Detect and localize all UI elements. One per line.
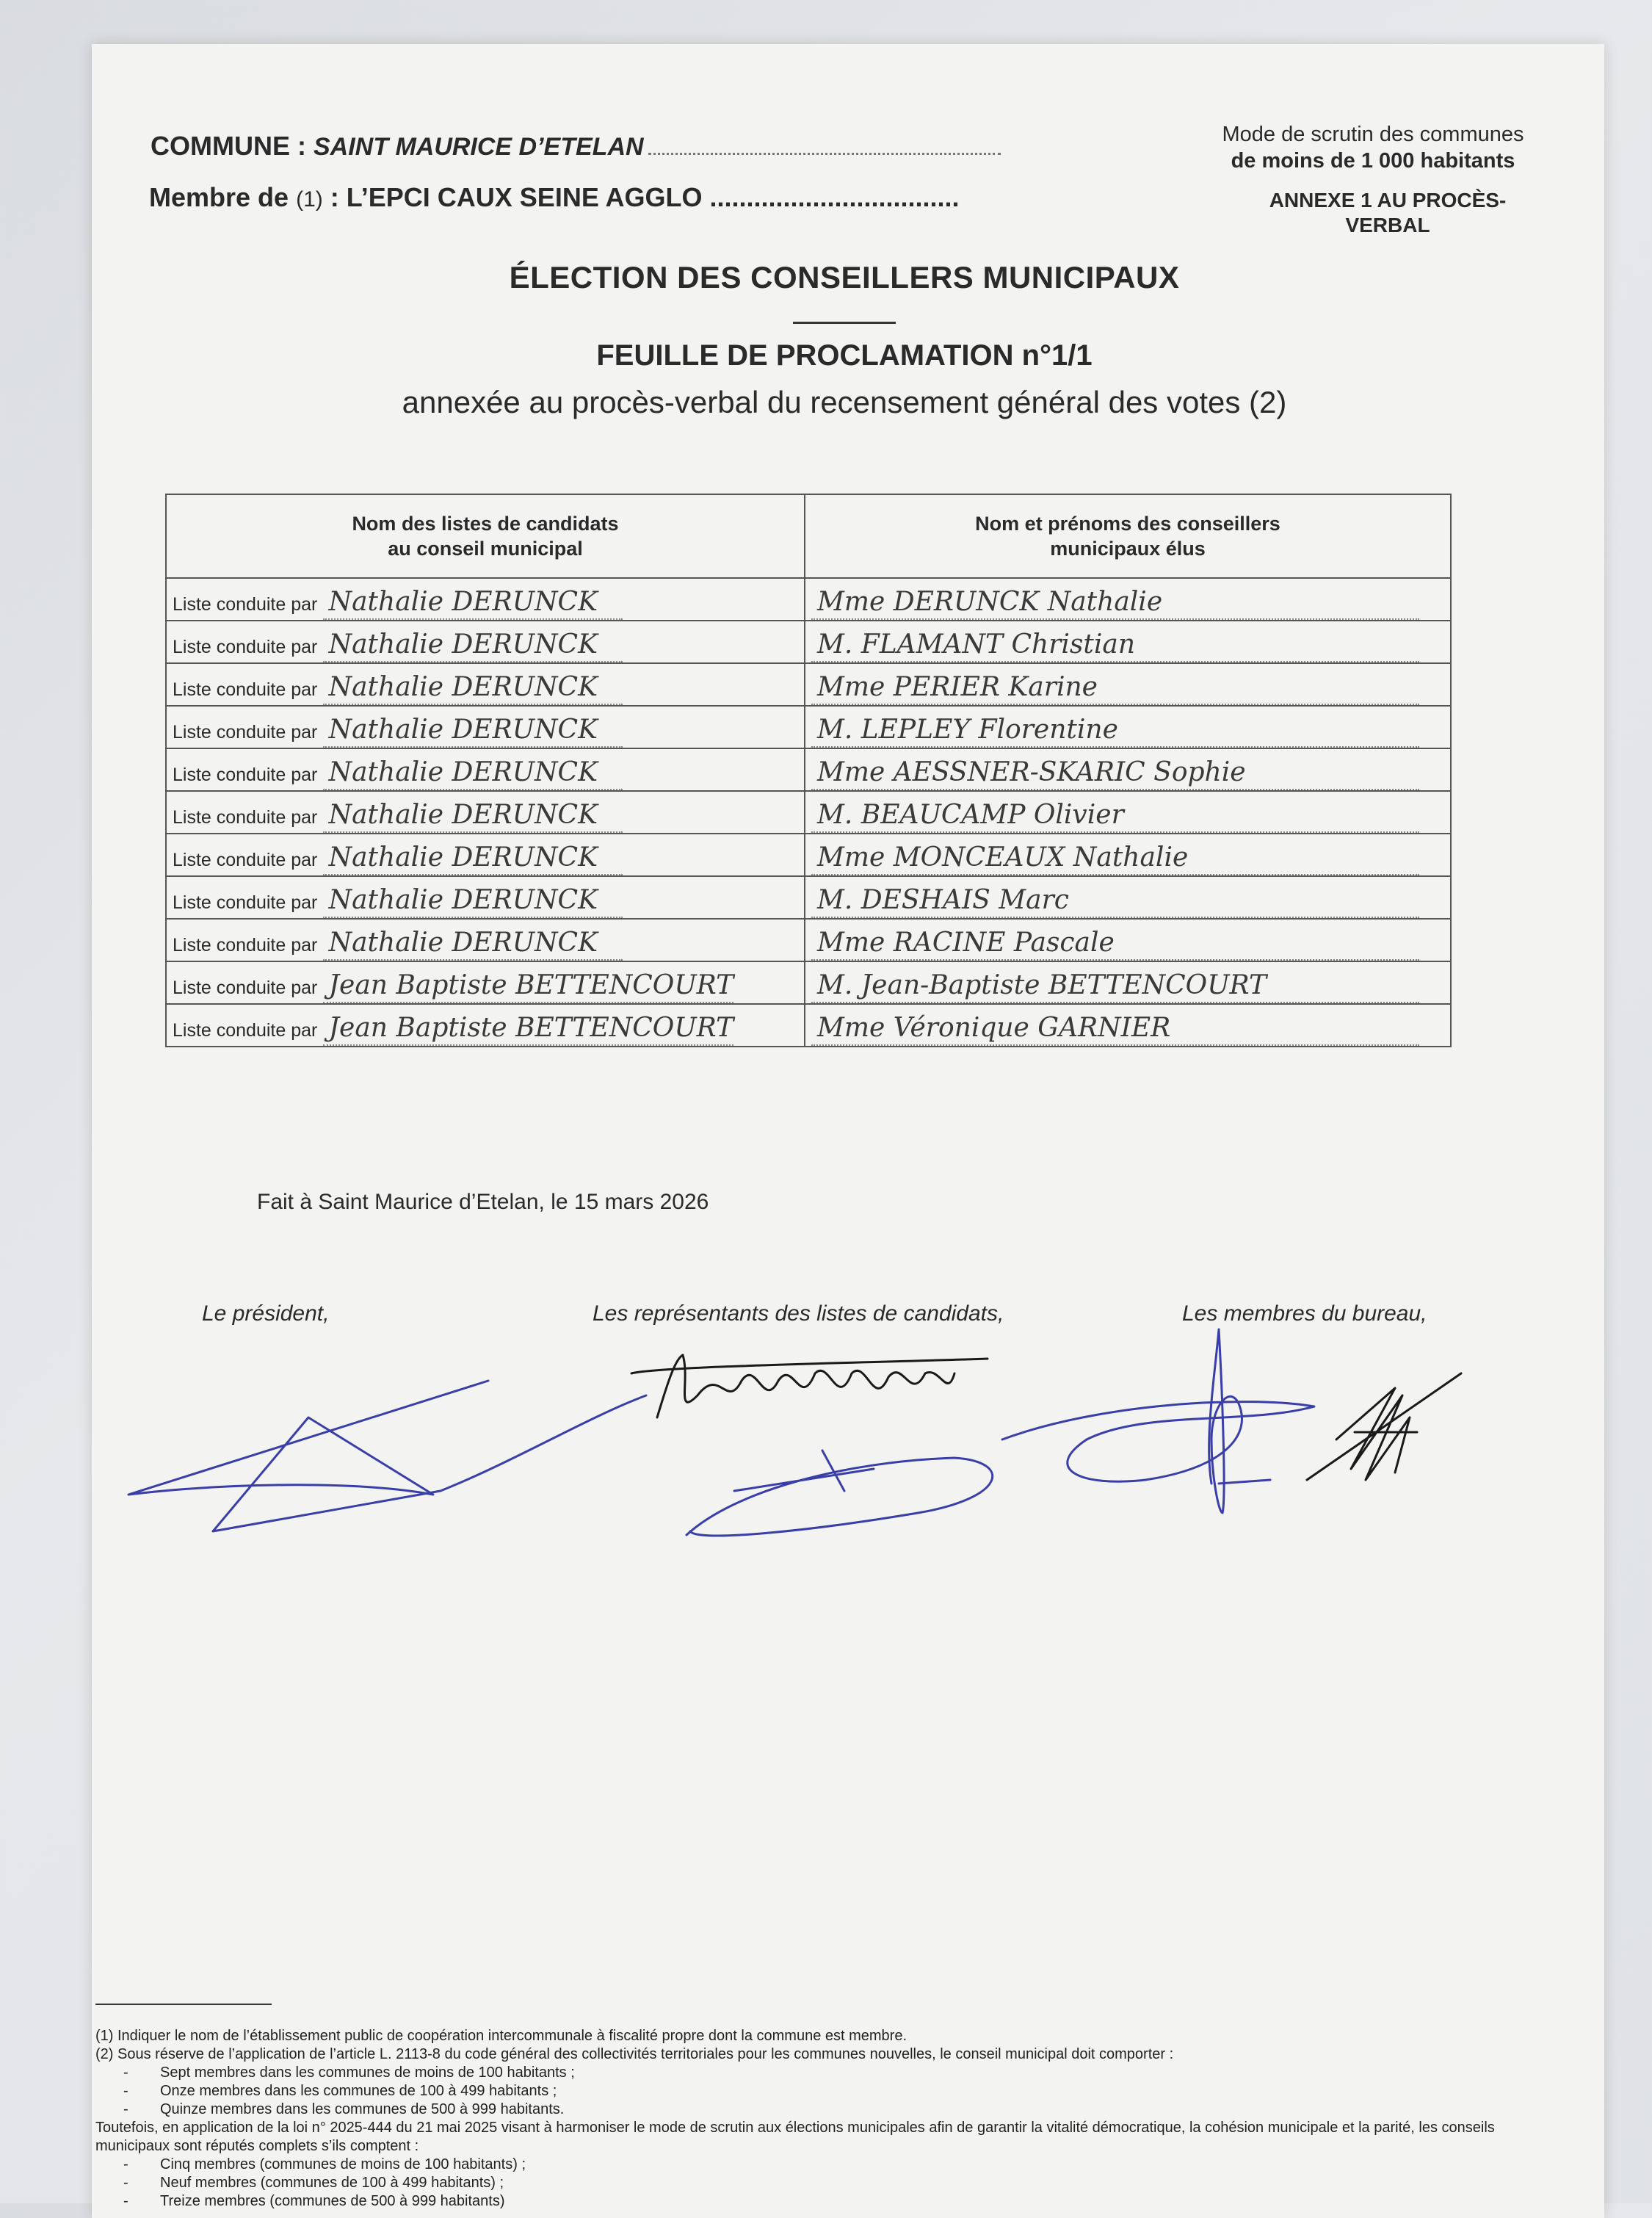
liste-name: Nathalie DERUNCK xyxy=(323,671,623,705)
liste-name: Jean Baptiste BETTENCOURT xyxy=(323,969,734,1003)
elu-name: M. FLAMANT Christian xyxy=(811,629,1419,662)
bureau-signature-2 xyxy=(1307,1373,1461,1480)
row-label: Liste conduite par xyxy=(173,892,318,913)
elu-name: Mme PERIER Karine xyxy=(811,671,1419,705)
elu-name: M. LEPLEY Florentine xyxy=(811,714,1419,748)
row-label: Liste conduite par xyxy=(173,722,318,743)
elu-name: M. Jean-Baptiste BETTENCOURT xyxy=(811,969,1419,1003)
membres-label: Les membres du bureau, xyxy=(1182,1301,1427,1326)
bureau-signature-1 xyxy=(1002,1329,1314,1513)
row-label: Liste conduite par xyxy=(173,978,318,998)
elu-name: Mme RACINE Pascale xyxy=(811,927,1419,961)
membre-value: : L’EPCI CAUX SEINE AGGLO .................................. xyxy=(330,182,960,212)
liste-name: Jean Baptiste BETTENCOURT xyxy=(323,1012,734,1046)
row-label: Liste conduite par xyxy=(173,1020,318,1041)
liste-name: Nathalie DERUNCK xyxy=(323,884,623,918)
commune-label: COMMUNE : xyxy=(151,131,306,161)
page-subtitle: annexée au procès-verbal du recensement général des votes (2) xyxy=(402,385,1287,419)
footnote-item: - Sept membres dans les communes de moins de 100 habitants ; xyxy=(123,2065,575,2081)
annexe-line1: ANNEXE 1 AU PROCÈS- xyxy=(1269,189,1507,212)
elu-name: Mme DERUNCK Nathalie xyxy=(811,586,1419,620)
row-label: Liste conduite par xyxy=(173,594,318,615)
row-label: Liste conduite par xyxy=(173,679,318,700)
liste-name: Nathalie DERUNCK xyxy=(323,927,623,961)
footnote-2: (2) Sous réserve de l’application de l’article L. 2113-8 du code général des collectivités territoriales pour les communes nouvelles, le conseil municipal doit comporter : xyxy=(95,2046,1174,2062)
footnote-3: Toutefois, en application de la loi n° 2025-444 du 21 mai 2025 visant à harmoniser le mode de scrutin aux élections municipales afin de garantir la vitalité démocratique, la cohésion municipale et la parité, les conseils municipaux sont réputés complets s’ils comptent : xyxy=(95,2120,1495,2154)
elu-name: Mme AESSNER-SKARIC Sophie xyxy=(811,756,1419,790)
liste-name: Nathalie DERUNCK xyxy=(323,629,623,662)
mode-line1: Mode de scrutin des communes xyxy=(1222,123,1524,146)
footnote-1: (1) Indiquer le nom de l’établissement public de coopération intercommunale à fiscalité propre dont la commune est membre. xyxy=(95,2028,907,2044)
col-header-elus: Nom et prénoms des conseillers municipaux élus xyxy=(805,494,1451,578)
elu-name: Mme Véronique GARNIER xyxy=(811,1012,1419,1046)
liste-name: Nathalie DERUNCK xyxy=(323,586,623,620)
fait-a-line: Fait à Saint Maurice d’Etelan, le 15 mars 2026 xyxy=(257,1190,709,1214)
representants-label: Les représentants des listes de candidats, xyxy=(593,1301,1004,1326)
liste-name: Nathalie DERUNCK xyxy=(323,714,623,748)
footnote-divider xyxy=(95,2004,272,2005)
mode-line2: de moins de 1 000 habitants xyxy=(1231,149,1515,173)
liste-name: Nathalie DERUNCK xyxy=(323,799,623,833)
commune-value: SAINT MAURICE D’ETELAN xyxy=(314,133,644,161)
footnote-item: - Treize membres (communes de 500 à 999 habitants) xyxy=(123,2193,505,2209)
membre-note: (1) xyxy=(296,187,323,212)
membre-label: Membre de xyxy=(149,182,289,212)
footnote-item: - Neuf membres (communes de 100 à 499 habitants) ; xyxy=(123,2175,504,2191)
footnote-item: - Cinq membres (communes de moins de 100 habitants) ; xyxy=(123,2156,526,2172)
row-label: Liste conduite par xyxy=(173,935,318,956)
elu-name: Mme MONCEAUX Nathalie xyxy=(811,842,1419,875)
representative-signature-2 xyxy=(686,1451,993,1536)
footnote-item: - Quinze membres dans les communes de 500 à 999 habitants. xyxy=(123,2101,565,2117)
liste-name: Nathalie DERUNCK xyxy=(323,756,623,790)
row-label: Liste conduite par xyxy=(173,850,318,870)
annexe-line2: VERBAL xyxy=(1345,214,1430,236)
feuille-title: FEUILLE DE PROCLAMATION n°1/1 xyxy=(596,339,1093,372)
representative-signature xyxy=(631,1355,988,1417)
page-title: ÉLECTION DES CONSEILLERS MUNICIPAUX xyxy=(509,260,1180,295)
row-label: Liste conduite par xyxy=(173,765,318,785)
col-header-listes: Nom des listes de candidats au conseil municipal xyxy=(166,494,805,578)
footnotes xyxy=(95,2027,1564,2211)
elu-name: M. DESHAIS Marc xyxy=(811,884,1419,918)
president-signature xyxy=(128,1381,646,1531)
row-label: Liste conduite par xyxy=(173,807,318,828)
row-label: Liste conduite par xyxy=(173,637,318,657)
elu-name: M. BEAUCAMP Olivier xyxy=(811,799,1419,833)
president-label: Le président, xyxy=(202,1301,330,1326)
footnote-item: - Onze membres dans les communes de 100 à 499 habitants ; xyxy=(123,2083,557,2099)
liste-name: Nathalie DERUNCK xyxy=(323,842,623,875)
